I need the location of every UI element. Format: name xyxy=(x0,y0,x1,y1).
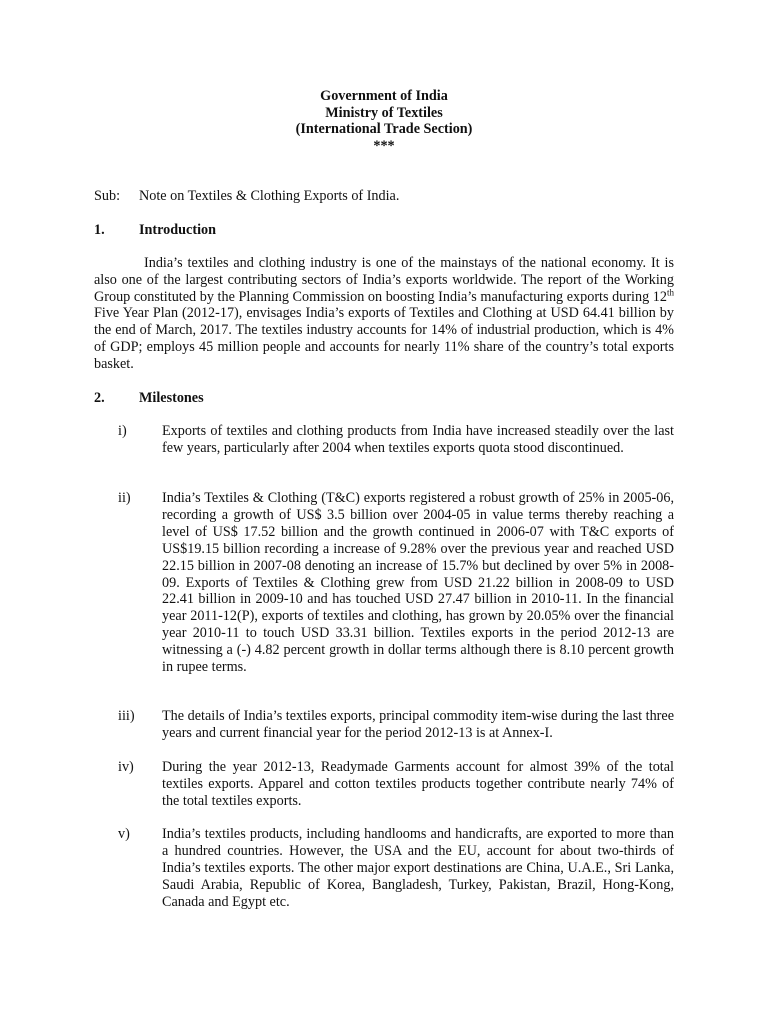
item-numeral: v) xyxy=(118,826,130,842)
item-text: The details of India’s textiles exports, principal commodity item-wise during the last three years and current financial year for the period 2012-13 is at Annex-I. xyxy=(162,708,674,741)
milestone-item-4 xyxy=(118,759,674,810)
milestone-item-3 xyxy=(118,708,674,742)
section-heading-milestones xyxy=(94,390,204,407)
intro-superscript: th xyxy=(666,286,674,297)
section-title: Introduction xyxy=(139,222,216,238)
milestone-item-1 xyxy=(118,423,674,457)
subject-line xyxy=(94,188,399,205)
section-title: Milestones xyxy=(139,390,204,406)
section-number: 2. xyxy=(94,390,105,406)
item-text: India’s Textiles & Clothing (T&C) exports registered a robust growth of 25% in 2005-06, recording a growth of US$ 3.5 billion over 2004-05 in value terms thereby reaching a level of US$ 17.52 billion and the growth continued in 2006-07 with T&C exports of US$19.15 billion recording a increase of 9.28% over the previous year and reached USD 22.15 billion in 2007-08 denoting an increase of 15.7% but declined by over 5% in 2008-09. Exports of Textiles & Clothing grew from USD 21.22 billion in 2008-09 to USD 22.41 billion in 2009-10 and has touched USD 27.47 billion in 2010-11. In the financial year 2011-12(P), exports of textiles and clothing, has grown by 20.05% over the financial year 2010-11 to touch USD 33.31 billion. Textiles exports in the period 2012-13 are witnessing a (-) 4.82 percent growth in dollar terms although there is 8.10 percent growth in rupee terms. xyxy=(162,490,674,676)
item-numeral: i) xyxy=(118,423,127,439)
item-text: During the year 2012-13, Readymade Garments account for almost 39% of the total textiles exports. Apparel and cotton textiles products together contribute nearly 74% of the total textiles exports. xyxy=(162,759,674,809)
milestone-item-2 xyxy=(118,490,674,676)
subject-label: Sub: xyxy=(94,188,121,204)
header-asterisks: *** xyxy=(373,137,395,154)
milestone-item-5 xyxy=(118,826,674,911)
item-text: India’s textiles products, including handlooms and handicrafts, are exported to more than a hundred countries. However, the USA and the EU, account for about two-thirds of India’s textiles exports. The other major export destinations are China, U.A.E., Sri Lanka, Saudi Arabia, Republic of Korea, Bangladesh, Turkey, Pakistan, Brazil, Hong-Kong, Canada and Egypt etc. xyxy=(162,826,674,910)
intro-text-part1: India’s textiles and clothing industry is one of the mainstays of the national economy. It is also one of the largest contributing sectors of India’s exports worldwide. The report of the Working Group constituted by the Planning Commission on boosting India’s manufacturing exports during 12 xyxy=(94,255,674,305)
section-heading-introduction xyxy=(94,222,216,239)
introduction-paragraph xyxy=(94,255,674,373)
header-government: Government of India xyxy=(320,88,448,104)
header-ministry: Ministry of Textiles xyxy=(325,104,443,121)
intro-text-part2: Five Year Plan (2012-17), envisages India’s exports of Textiles and Clothing at USD 64.41 billion by the end of March, 2017. The textiles industry accounts for 14% of industrial production, which is 4% of GDP; employs 45 million people and accounts for nearly 11% share of the country’s total exports basket. xyxy=(94,305,674,372)
item-numeral: iii) xyxy=(118,708,135,724)
header-section: (International Trade Section) xyxy=(295,121,473,137)
document-header xyxy=(0,88,768,154)
section-number: 1. xyxy=(94,222,105,238)
item-numeral: iv) xyxy=(118,759,134,775)
subject-text: Note on Textiles & Clothing Exports of India. xyxy=(139,188,400,204)
item-numeral: ii) xyxy=(118,490,131,506)
item-text: Exports of textiles and clothing products from India have increased steadily over the last few years, particularly after 2004 when textiles exports quota stood discontinued. xyxy=(162,423,674,456)
